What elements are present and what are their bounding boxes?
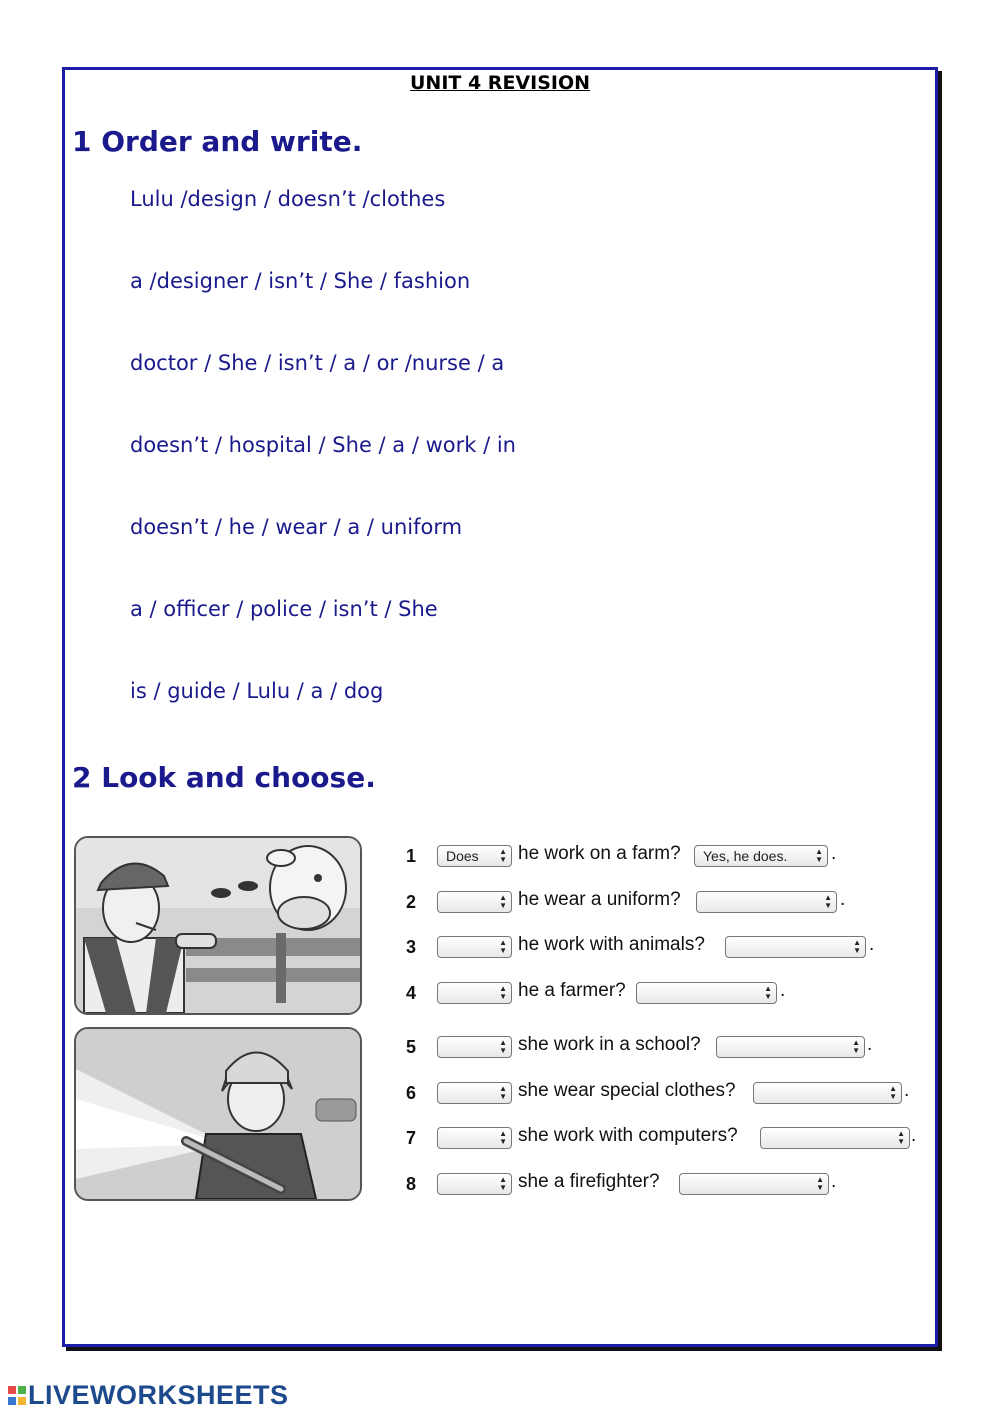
question-text: he work on a farm? bbox=[518, 843, 681, 864]
question-number: 2 bbox=[406, 891, 417, 912]
question-text: he work with animals? bbox=[518, 934, 705, 955]
answer-select-value: Yes, he does. bbox=[703, 848, 788, 864]
question-end: . bbox=[831, 1171, 837, 1192]
question-number: 1 bbox=[406, 845, 417, 866]
select-arrows-icon: ▲ ▼ bbox=[499, 1038, 507, 1055]
question-number: 7 bbox=[406, 1127, 417, 1148]
verb-select[interactable] bbox=[437, 891, 512, 913]
question-end: . bbox=[840, 889, 846, 910]
question-end: . bbox=[869, 934, 875, 955]
question-text: she work with computers? bbox=[518, 1125, 738, 1146]
question-row bbox=[0, 1032, 1000, 1062]
question-number: 5 bbox=[406, 1036, 417, 1057]
select-arrows-icon: ▲ ▼ bbox=[499, 847, 507, 864]
select-arrows-icon: ▲ ▼ bbox=[852, 1038, 860, 1055]
answer-select[interactable] bbox=[725, 936, 866, 958]
liveworksheets-logo[interactable] bbox=[8, 1380, 289, 1411]
select-arrows-icon: ▲ ▼ bbox=[499, 893, 507, 910]
verb-select[interactable] bbox=[437, 936, 512, 958]
section-2-title: 2 Look and choose. bbox=[72, 761, 376, 794]
verb-select[interactable] bbox=[437, 1173, 512, 1195]
select-arrows-icon: ▲ ▼ bbox=[499, 984, 507, 1001]
scramble-item-1: Lulu /design / doesn’t /clothes bbox=[130, 187, 446, 211]
verb-select[interactable] bbox=[437, 845, 512, 867]
question-number: 3 bbox=[406, 936, 417, 957]
select-arrows-icon: ▲ ▼ bbox=[499, 1175, 507, 1192]
scramble-item-7: is / guide / Lulu / a / dog bbox=[130, 679, 384, 703]
answer-select[interactable] bbox=[679, 1173, 829, 1195]
question-text: he wear a uniform? bbox=[518, 889, 681, 910]
verb-select[interactable] bbox=[437, 982, 512, 1004]
question-end: . bbox=[867, 1034, 873, 1055]
question-number: 6 bbox=[406, 1082, 417, 1103]
answer-select[interactable] bbox=[716, 1036, 865, 1058]
question-end: . bbox=[831, 843, 837, 864]
select-arrows-icon: ▲ ▼ bbox=[816, 1175, 824, 1192]
select-arrows-icon: ▲ ▼ bbox=[815, 847, 823, 864]
logo-icon bbox=[8, 1386, 26, 1406]
question-text: she a firefighter? bbox=[518, 1171, 660, 1192]
answer-select[interactable] bbox=[694, 845, 828, 867]
question-row bbox=[0, 978, 1000, 1008]
question-text: she work in a school? bbox=[518, 1034, 701, 1055]
scramble-item-4: doesn’t / hospital / She / a / work / in bbox=[130, 433, 516, 457]
verb-select-value: Does bbox=[446, 848, 479, 864]
select-arrows-icon: ▲ ▼ bbox=[853, 938, 861, 955]
select-arrows-icon: ▲ ▼ bbox=[499, 1129, 507, 1146]
answer-select[interactable] bbox=[753, 1082, 902, 1104]
scramble-item-2: a /designer / isn’t / She / fashion bbox=[130, 269, 471, 293]
scramble-item-5: doesn’t / he / wear / a / uniform bbox=[130, 515, 463, 539]
answer-select[interactable] bbox=[760, 1127, 910, 1149]
select-arrows-icon: ▲ ▼ bbox=[764, 984, 772, 1001]
select-arrows-icon: ▲ ▼ bbox=[499, 938, 507, 955]
question-row bbox=[0, 932, 1000, 962]
scramble-item-3: doctor / She / isn’t / a / or /nurse / a bbox=[130, 351, 505, 375]
question-number: 8 bbox=[406, 1173, 417, 1194]
question-number: 4 bbox=[406, 982, 417, 1003]
select-arrows-icon: ▲ ▼ bbox=[897, 1129, 905, 1146]
answer-select[interactable] bbox=[636, 982, 777, 1004]
question-row bbox=[0, 1169, 1000, 1199]
question-end: . bbox=[911, 1125, 917, 1146]
unit-title: UNIT 4 REVISION bbox=[410, 72, 590, 94]
question-text: he a farmer? bbox=[518, 980, 626, 1001]
question-end: . bbox=[904, 1080, 910, 1101]
verb-select[interactable] bbox=[437, 1082, 512, 1104]
question-text: she wear special clothes? bbox=[518, 1080, 736, 1101]
question-row bbox=[0, 1078, 1000, 1108]
scramble-item-6: a / officer / police / isn’t / She bbox=[130, 597, 438, 621]
logo-text: LIVEWORKSHEETS bbox=[28, 1380, 289, 1410]
question-end: . bbox=[780, 980, 786, 1001]
question-row bbox=[0, 887, 1000, 917]
question-row bbox=[0, 841, 1000, 871]
verb-select[interactable] bbox=[437, 1127, 512, 1149]
section-1-title: 1 Order and write. bbox=[72, 125, 363, 158]
select-arrows-icon: ▲ ▼ bbox=[889, 1084, 897, 1101]
select-arrows-icon: ▲ ▼ bbox=[499, 1084, 507, 1101]
question-row bbox=[0, 1123, 1000, 1153]
answer-select[interactable] bbox=[696, 891, 837, 913]
verb-select[interactable] bbox=[437, 1036, 512, 1058]
select-arrows-icon: ▲ ▼ bbox=[824, 893, 832, 910]
